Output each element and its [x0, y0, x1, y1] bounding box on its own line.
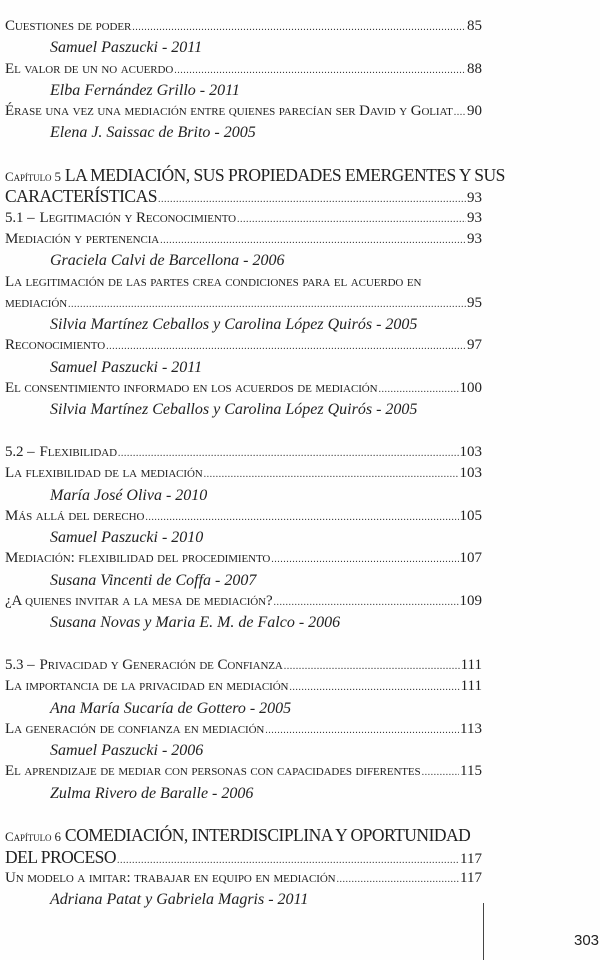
toc-entry[interactable]	[5, 442, 482, 463]
toc-entry-line	[5, 463, 482, 484]
section-number: 5.1 –	[5, 209, 35, 226]
entry-title: Legitimación y Reconocimiento	[39, 209, 237, 226]
entry-author: Samuel Paszucki - 2011	[50, 358, 203, 376]
toc-entry-line	[5, 442, 482, 463]
toc-entry[interactable]	[5, 101, 482, 122]
dot-leader	[174, 60, 466, 81]
spacer	[5, 421, 482, 442]
entry-page-number: 90	[467, 103, 482, 120]
toc-entry-line	[5, 208, 482, 229]
entry-title: Privacidad y Generación de Confianza	[39, 656, 283, 673]
entry-author: Elena J. Saissac de Brito - 2005	[50, 124, 256, 142]
spacer	[5, 634, 482, 655]
entry-author: Graciela Calvi de Barcellona - 2006	[50, 252, 285, 270]
toc-entry[interactable]	[5, 378, 482, 399]
dot-leader	[237, 209, 466, 230]
entry-page-number: 100	[459, 380, 482, 397]
entry-title: ¿A quienes invitar a la mesa de mediación?	[5, 593, 273, 610]
toc-entry[interactable]	[5, 16, 482, 37]
entry-author: Adriana Patat y Gabriela Magris - 2011	[50, 891, 309, 909]
entry-page-number: 111	[460, 678, 482, 695]
entry-title: Un modelo a imitar: trabajar en equipo en mediación	[5, 869, 336, 886]
entry-author: Samuel Paszucki - 2006	[50, 742, 204, 760]
entry-page-number: 109	[459, 593, 482, 610]
entry-title: El consentimiento informado en los acuerdos de mediación	[5, 380, 378, 397]
entry-title: Cuestiones de poder	[5, 18, 132, 34]
dot-leader	[271, 549, 458, 570]
entry-author: Susana Vincenti de Coffa - 2007	[50, 571, 257, 589]
entry-title: La flexibilidad de la mediación	[5, 465, 203, 482]
dot-leader	[422, 762, 459, 783]
entry-author: Susana Novas y Maria E. M. de Falco - 2006	[50, 614, 341, 632]
dot-leader	[274, 592, 459, 613]
toc-entry[interactable]	[5, 591, 482, 612]
entry-page-number: 105	[459, 507, 482, 524]
toc-entry[interactable]	[5, 506, 482, 527]
toc-entry-line	[5, 293, 482, 314]
toc-entry[interactable]	[5, 761, 482, 782]
entry-title: mediación	[5, 294, 68, 311]
entry-author: María José Oliva - 2010	[50, 486, 208, 504]
chapter-prefix: Capítulo 5	[5, 169, 61, 185]
toc-entry[interactable]	[5, 272, 482, 315]
chapter-title-line1	[5, 825, 482, 846]
toc-entry[interactable]	[5, 719, 482, 740]
entry-title: El aprendizaje de mediar con personas con capacidades diferentes	[5, 763, 421, 780]
entry-page-number: 93	[467, 190, 482, 207]
toc-entry-line	[5, 101, 482, 122]
toc-entry[interactable]	[5, 676, 482, 697]
entry-title: Mediación y pertenencia	[5, 230, 160, 247]
toc-entry-line	[5, 548, 482, 569]
entry-title: El valor de un no acuerdo	[5, 60, 174, 77]
toc-entry-line	[5, 847, 482, 868]
page-number: 303	[574, 932, 600, 949]
dot-leader	[204, 464, 459, 485]
toc-entry[interactable]	[5, 548, 482, 569]
toc-entry-line	[5, 16, 482, 37]
toc-entry-line	[5, 186, 482, 207]
toc-entry-line	[5, 655, 482, 676]
toc-entry-line	[5, 868, 482, 889]
entry-title: DEL PROCESO	[5, 846, 117, 867]
entry-title: Reconocimiento	[5, 337, 106, 354]
entry-page-number: 103	[459, 443, 482, 460]
dot-leader	[145, 507, 458, 528]
entry-page-number: 107	[459, 550, 482, 567]
entry-page-number: 115	[460, 763, 482, 780]
dot-leader	[289, 677, 459, 698]
entry-page-number: 88	[467, 60, 482, 77]
toc-entry-line	[5, 59, 482, 80]
entry-title: Flexibilidad	[39, 443, 117, 460]
toc-entry-line	[5, 378, 482, 399]
dot-leader	[284, 656, 460, 677]
entry-page-number: 113	[460, 720, 482, 737]
toc-entry[interactable]	[5, 463, 482, 484]
entry-title: La importancia de la privacidad en mediación	[5, 678, 289, 695]
entry-page-number: 111	[460, 656, 482, 673]
section-number: 5.3 –	[5, 656, 35, 673]
entry-title-line1: La legitimación de las partes crea condiciones para el acuerdo en	[5, 273, 422, 290]
toc-entry-line	[5, 591, 482, 612]
spacer	[5, 804, 482, 825]
entry-title: Más allá del derecho	[5, 507, 145, 524]
toc-entry-line	[5, 229, 482, 250]
page-number-rule	[483, 903, 484, 960]
toc-entry[interactable]	[5, 868, 482, 889]
toc-entry-line	[5, 506, 482, 527]
toc-entry-line	[5, 761, 482, 782]
dot-leader	[378, 379, 458, 400]
toc-entry[interactable]	[5, 208, 482, 229]
dot-leader	[454, 102, 466, 123]
toc-entry[interactable]	[5, 229, 482, 250]
entry-page-number: 85	[467, 18, 482, 34]
toc-entry-line	[5, 676, 482, 697]
entry-page-number: 117	[460, 869, 482, 886]
dot-leader	[68, 294, 466, 315]
entry-page-number: 103	[459, 465, 482, 482]
toc-entry[interactable]	[5, 335, 482, 356]
entry-page-number: 95	[467, 294, 482, 311]
section-number: 5.2 –	[5, 443, 35, 460]
chapter-title: COMEDIACIÓN, INTERDISCIPLINA Y OPORTUNIDAD	[64, 825, 471, 846]
entry-author: Elba Fernández Grillo - 2011	[50, 81, 240, 99]
toc-entry[interactable]	[5, 59, 482, 80]
toc-entry-line	[5, 719, 482, 740]
chapter-heading[interactable]	[5, 165, 505, 208]
dot-leader	[106, 336, 466, 357]
entry-page-number: 93	[467, 230, 482, 247]
entry-author: Samuel Paszucki - 2011	[50, 39, 203, 57]
chapter-title: LA MEDIACIÓN, SUS PROPIEDADES EMERGENTES Y SUS	[64, 165, 505, 186]
toc-entry[interactable]	[5, 655, 482, 676]
entry-author: Ana María Sucaría de Gottero - 2005	[50, 699, 292, 717]
entry-author: Samuel Paszucki - 2010	[50, 529, 204, 547]
toc-entry-line	[5, 335, 482, 356]
entry-author: Silvia Martínez Ceballos y Carolina López Quirós - 2005	[50, 401, 418, 419]
dot-leader	[118, 443, 459, 464]
dot-leader	[337, 869, 460, 890]
entry-page-number: 93	[467, 209, 482, 226]
dot-leader	[160, 230, 466, 251]
entry-title: La generación de confianza en mediación	[5, 720, 265, 737]
table-of-contents	[5, 16, 505, 910]
dot-leader	[132, 17, 466, 38]
entry-page-number: 97	[467, 337, 482, 354]
entry-page-number: 117	[460, 850, 482, 867]
entry-title: Mediación: flexibilidad del procedimiento	[5, 550, 271, 567]
chapter-title-line1	[5, 165, 505, 186]
chapter-prefix: Capítulo 6	[5, 829, 61, 845]
spacer	[5, 144, 482, 165]
entry-author: Silvia Martínez Ceballos y Carolina López Quirós - 2005	[50, 316, 418, 334]
entry-author: Zulma Rivero de Baralle - 2006	[50, 784, 254, 802]
entry-title: Érase una vez una mediación entre quienes parecían ser David y Goliat	[5, 103, 453, 120]
dot-leader	[265, 720, 459, 741]
entry-title: CARACTERÍSTICAS	[5, 186, 157, 207]
chapter-heading[interactable]	[5, 825, 482, 868]
